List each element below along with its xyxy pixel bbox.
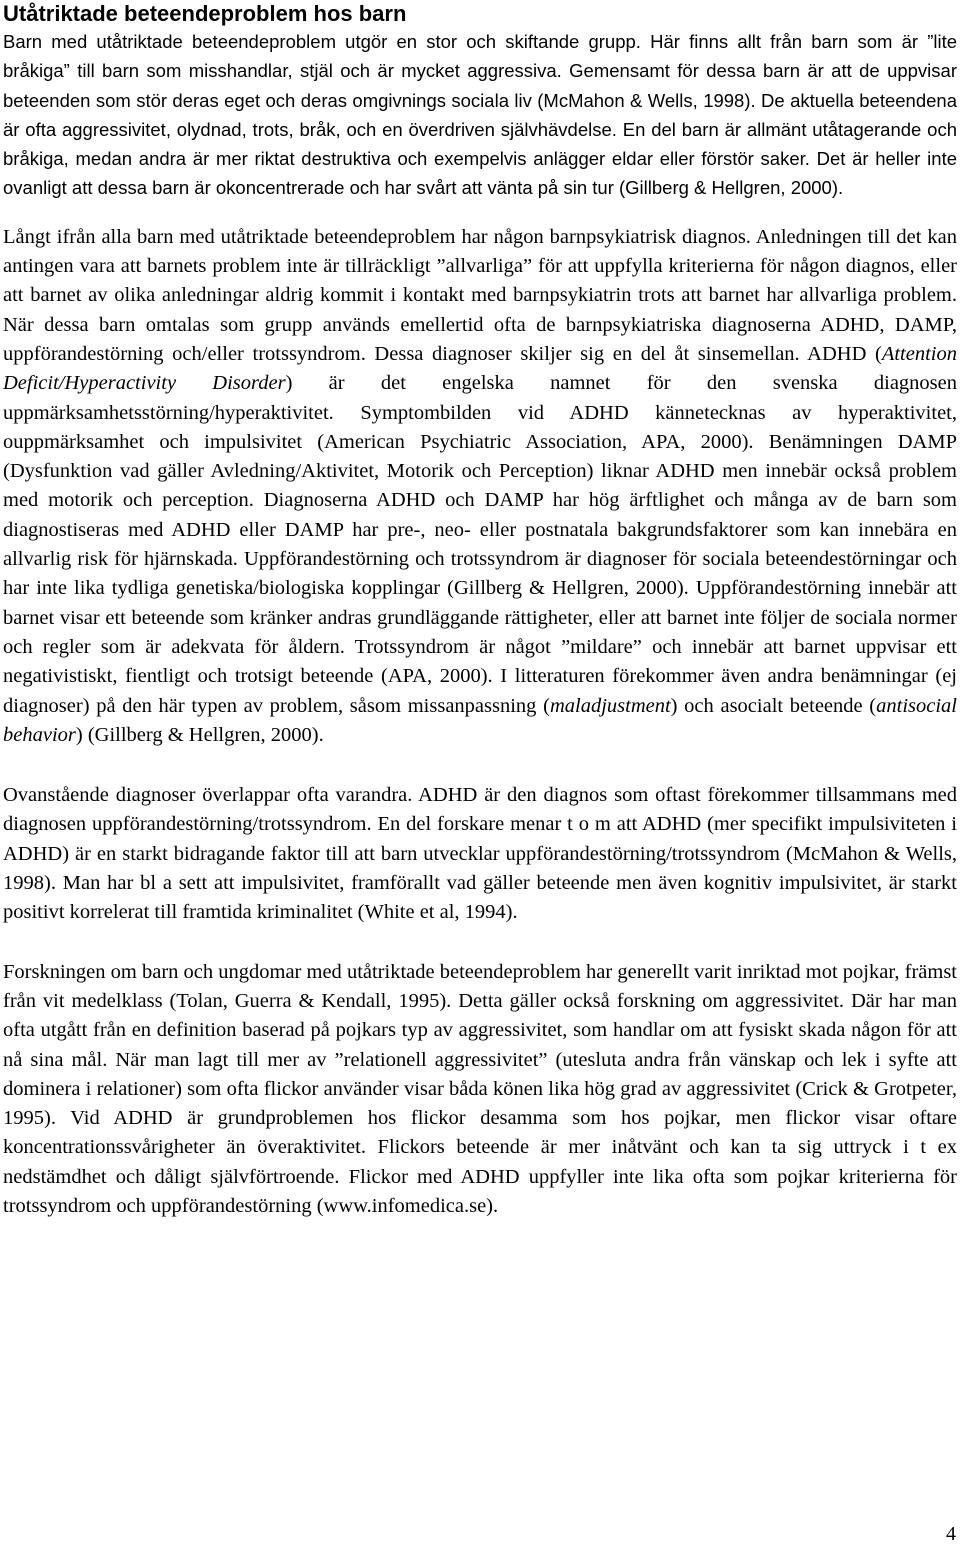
- page-title: Utåtriktade beteendeproblem hos barn: [3, 1, 407, 26]
- text-run: ) (Gillberg & Hellgren, 2000).: [75, 723, 324, 746]
- italic-term: antisocial behavior: [3, 694, 957, 746]
- text-run: Långt ifrån alla barn med utåtriktade beteendeproblem har någon barnpsykiatrisk diagnos. Anledningen till det kan antingen vara att barnets problem inte är tillräckligt ”allvarliga” för att uppfylla kriterierna för någon diagnos, eller att barnet av olika anledningar aldrig kommit i kontakt med barnpsykiatrin trots att barnet har allvarliga problem. När dessa barn omtalas som grupp används emellertid ofta de barnpsykiatriska diagnoserna ADHD, DAMP, uppförandestörning och/eller trotssyndrom. Dessa diagnoser skiljer sig en del åt sinsemellan. ADHD (: [3, 225, 957, 365]
- paragraph-diagnoses: [3, 223, 957, 750]
- text-run: Barn med utåtriktade beteendeproblem utgör en stor och skiftande grupp. Här finns allt från barn som är ”lite bråkiga” till barn som misshandlar, stjäl och är mycket aggressiva. Gemensamt för dessa barn är att de uppvisar beteenden som stör deras eget och deras omgivnings sociala liv (McMahon & Wells, 1998). De aktuella beteendena är ofta aggressivitet, olydnad, trots, bråk, och en överdriven självhävdelse. En del barn är allmänt utåtagerande och bråkiga, medan andra är mer riktat destruktiva och exempelvis anlägger eldar eller förstör saker. Det är heller inte ovanligt att dessa barn är okoncentrerade och har svårt att vänta på sin tur (Gillberg & Hellgren, 2000).: [3, 31, 957, 199]
- text-run: ) och asocialt beteende (: [670, 694, 877, 717]
- paragraph-gender-research: [3, 958, 957, 1222]
- text-run: Ovanstående diagnoser överlappar ofta varandra. ADHD är den diagnos som oftast förekommer tillsammans med diagnosen uppförandestörning/trotssyndrom. En del forskare menar t o m att ADHD (mer specifikt impulsiviteten i ADHD) är en starkt bidragande faktor till att barn utvecklar uppförandestörning/trotssyndrom (McMahon & Wells, 1998). Man har bl a sett att impulsivitet, framförallt vad gäller beteende men även kognitiv impulsivitet, är starkt positivt korrelerat till framtida kriminalitet (White et al, 1994).: [3, 784, 957, 924]
- page-number: 4: [946, 1523, 956, 1545]
- paragraph-overlap: [3, 781, 957, 927]
- paragraph-intro: [3, 27, 957, 203]
- italic-term: maladjustment: [549, 694, 671, 717]
- text-run: ) är det engelska namnet för den svenska diagnosen uppmärksamhetsstörning/hyperaktivitet. Symptombilden vid ADHD kännetecknas av hyperaktivitet, ouppmärksamhet och impulsivitet (American Psychiatric Association, APA, 2000). Benämningen DAMP (Dysfunktion vad gäller Avledning/Aktivitet, Motorik och Perception) liknar ADHD men innebär också problem med motorik och perception. Diagnoserna ADHD och DAMP har hög ärftlighet och många av de barn som diagnostiseras med ADHD eller DAMP har pre-, neo- eller postnatala bakgrundsfaktorer som kan innebära en allvarlig risk för hjärnskada. Uppförandestörning och trotssyndrom är diagnoser för sociala beteendestörningar och har inte lika tydliga genetiska/biologiska kopplingar (Gillberg & Hellgren, 2000). Uppförandestörning innebär att barnet visar ett beteende som kränker andras grundläggande rättigheter, eller att barnet inte följer de sociala normer och regler som är adekvata för åldern. Trotssyndrom är något ”mildare” och innebär att barnet uppvisar ett negativistiskt, fientligt och trotsigt beteende (APA, 2000). I litteraturen förekommer även andra benämningar (ej diagnoser) på den här typen av problem, såsom missanpassning (: [3, 372, 958, 717]
- text-run: Forskningen om barn och ungdomar med utåtriktade beteendeproblem har generellt varit inriktad mot pojkar, främst från vit medelklass (Tolan, Guerra & Kendall, 1995). Detta gäller också forskning om aggressivitet. Där har man ofta utgått från en definition baserad på pojkars typ av aggressivitet, som handlar om att fysiskt skada någon för att nå sina mål. När man lagt till mer av ”relationell aggressivitet” (utesluta andra från vänskap och lek i syfte att dominera i relationer) som ofta flickor använder visar båda könen lika hög grad av aggressivitet (Crick & Grotpeter, 1995). Vid ADHD är grundproblemen hos flickor desamma som hos pojkar, men flickor visar oftare koncentrationssvårigheter än överaktivitet. Flickors beteende är mer inåtvänt och kan ta sig uttryck i t ex nedstämdhet och dåligt självförtroende. Flickor med ADHD uppfyller inte lika ofta som pojkar kriterierna för trotssyndrom och uppförandestörning (www.infomedica.se).: [3, 960, 957, 1217]
- italic-term: Attention Deficit/Hyperactivity Disorder: [3, 342, 957, 395]
